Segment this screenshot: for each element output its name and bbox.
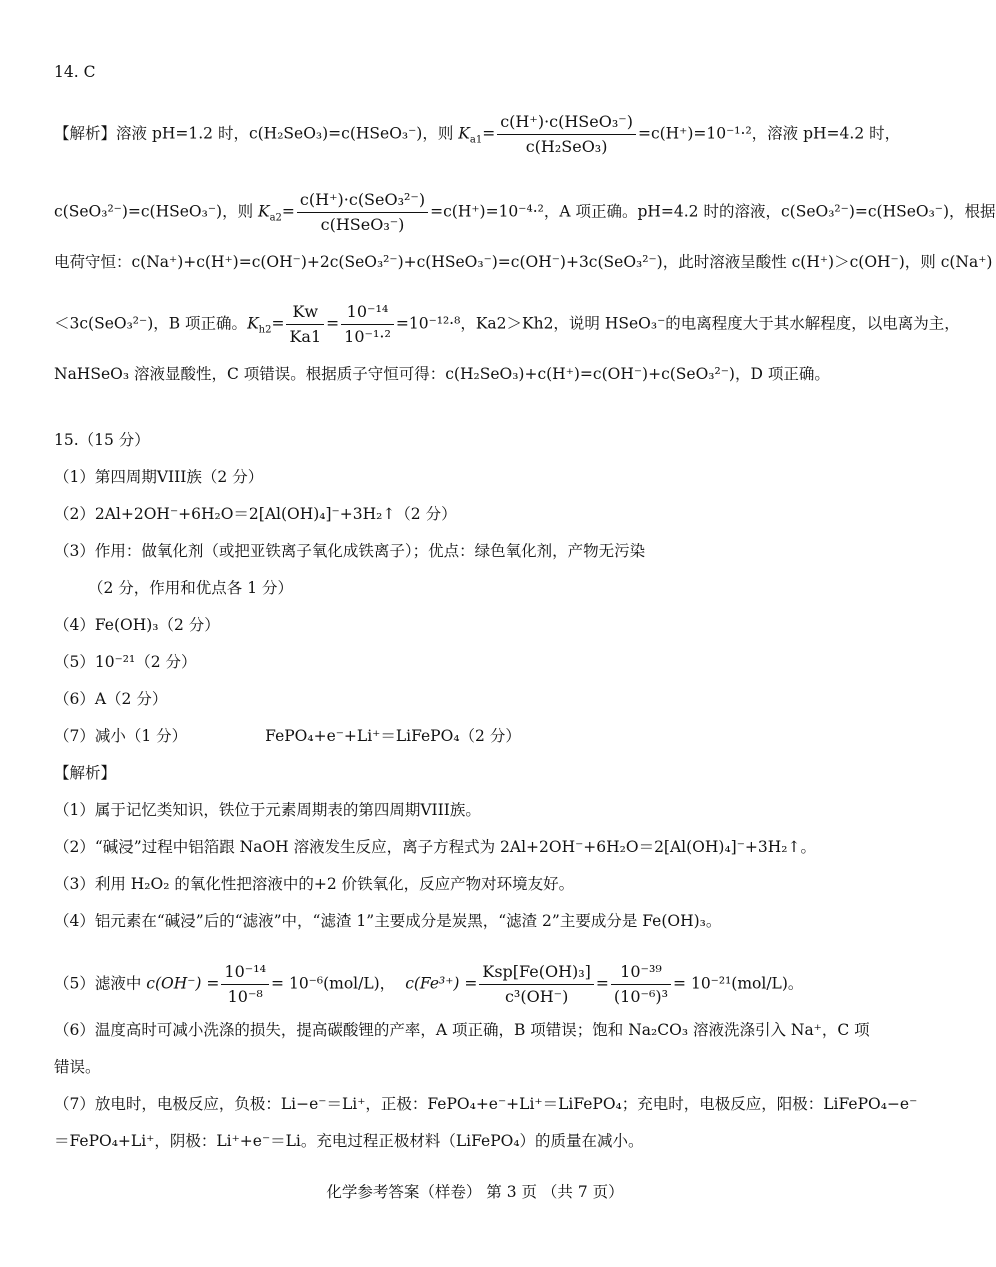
fe-fraction: $\frac{\text{10⁻³⁹}}{\text{(10⁻⁶)³}}$: [611, 962, 671, 1007]
q15-answer-4: （4）Fe(OH)₃（2 分）: [54, 616, 220, 634]
q15-analysis-tag: 【解析】: [54, 764, 117, 782]
analysis-tag: 【解析】: [54, 124, 117, 143]
q15-explain-6a: （6）温度高时可减小洗涤的损失，提高碳酸锂的产率，A 项正确，B 项错误；饱和 Na₂CO₃ 溶液洗涤引入 Na⁺，C 项: [54, 1021, 870, 1039]
q15-explain-4: （4）铝元素在“碱浸”后的“滤液”中，“滤渣 1”主要成分是炭黑，“滤渣 2”主要成分是 Fe(OH)₃。: [54, 912, 722, 930]
oh-fraction: $\frac{\text{10⁻¹⁴}}{\text{10⁻⁸}}$: [221, 962, 269, 1007]
kh2-fraction-2: $\frac{\text{10⁻¹⁴}}{\text{10⁻¹·²}}$: [341, 302, 394, 347]
page-footer: 化学参考答案（样卷） 第 3 页 （共 7 页）: [326, 1183, 624, 1201]
kh2-fraction-1: $\frac{Kw}{Ka1}$: [286, 302, 324, 347]
q15-explain-6b: 错误。: [54, 1058, 101, 1076]
ksp-fraction: $\frac{\text{Ksp[Fe(OH)₃]}}{\text{c³(OH⁻)}}$: [479, 962, 594, 1007]
q15-explain-3: （3）利用 H₂O₂ 的氧化性把溶液中的+2 价铁氧化，反应产物对环境友好。: [54, 875, 575, 893]
q15-answer-1: （1）第四周期VIII族（2 分）: [54, 468, 264, 486]
q15-explain-2: （2）“碱浸”过程中铝箔跟 NaOH 溶液发生反应，离子方程式为 2Al+2OH⁻+6H₂O＝2[Al(OH)₄]⁻+3H₂↑。: [54, 838, 816, 856]
q15-answer-5: （5）10⁻²¹（2 分）: [54, 653, 197, 671]
q14-line-5: NaHSeO₃ 溶液显酸性，C 项错误。根据质子守恒可得：c(H₂SeO₃)+c(H⁺)=c(OH⁻)+c(SeO₃²⁻)，D 项正确。: [54, 365, 830, 383]
q15-explain-5: （5）滤液中 c(OH⁻) = $\frac{\text{10⁻¹⁴}}{\text{10⁻⁸}}$ = 10⁻⁶(mol/L)， c(Fe³⁺) = $\frac{\text{Ksp[Fe(OH)₃]}}{\text{c³(OH⁻)}}$ = $\frac{\text{10⁻³⁹}}{\text{(10⁻⁶)³}}$ = 10⁻²¹(mol/L)。: [54, 962, 804, 1006]
q15-explain-1: （1）属于记忆类知识，铁位于元素周期表的第四周期VIII族。: [54, 801, 481, 819]
q14-line-2: c(SeO₃²⁻)=c(HSeO₃⁻)，则 $K_{a2}=$ $\frac{\text{c(H⁺)·c(SeO₃²⁻)}}{\text{c(HSeO₃⁻)}}$ =c(H⁺)=10⁻⁴·²，A 项正确。pH=4.2 时的溶液，c(SeO₃²⁻)=c(HSeO₃⁻)，根据: [54, 190, 996, 234]
q14-answer: 14. C: [54, 63, 96, 81]
q15-answer-3-score: （2 分，作用和优点各 1 分）: [88, 579, 294, 597]
ka1-fraction: $\frac{\text{c(H⁺)·c(HSeO₃⁻)}}{\text{c(H₂SeO₃)}}$: [497, 112, 636, 157]
q14-line-3: 电荷守恒：c(Na⁺)+c(H⁺)=c(OH⁻)+2c(SeO₃²⁻)+c(HSeO₃⁻)=c(OH⁻)+3c(SeO₃²⁻)，此时溶液呈酸性 c(H⁺)＞c(OH⁻)，则 c(Na⁺): [54, 253, 993, 271]
q14-line-4: ＜3c(SeO₃²⁻)，B 项正确。$K_{h2}=$ $\frac{Kw}{Ka1}$ = $\frac{\text{10⁻¹⁴}}{\text{10⁻¹·²}}$ =10⁻¹²·⁸，Ka2＞Kh2，说明 HSeO₃⁻的电离程度大于其水解程度，以电离为主，: [54, 302, 960, 346]
q15-answer-2: （2）2Al+2OH⁻+6H₂O＝2[Al(OH)₄]⁻+3H₂↑（2 分）: [54, 505, 457, 523]
q15-answer-3: （3）作用：做氧化剂（或把亚铁离子氧化成铁离子）；优点：绿色氧化剂，产物无污染: [54, 542, 646, 560]
q15-heading: 15.（15 分）: [54, 431, 150, 449]
q15-explain-7a: （7）放电时，电极反应，负极：Li−e⁻＝Li⁺，正极：FePO₄+e⁻+Li⁺＝LiFePO₄；充电时，电极反应，阳极：LiFePO₄−e⁻: [54, 1095, 918, 1113]
q15-answer-6: （6）A（2 分）: [54, 690, 168, 708]
q15-answer-7: （7）减小（1 分） FePO₄+e⁻+Li⁺＝LiFePO₄（2 分）: [54, 727, 521, 745]
ka2-fraction: $\frac{\text{c(H⁺)·c(SeO₃²⁻)}}{\text{c(HSeO₃⁻)}}$: [297, 190, 428, 235]
q15-explain-7b: ＝FePO₄+Li⁺，阴极：Li⁺+e⁻＝Li。充电过程正极材料（LiFePO₄）的质量在减小。: [54, 1132, 644, 1150]
q14-line-1: 【解析】溶液 pH=1.2 时，c(H₂SeO₃)=c(HSeO₃⁻)，则 $K_{a1}=$ $\frac{\text{c(H⁺)·c(HSeO₃⁻)}}{\text{c(H₂SeO₃)}}$ =c(H⁺)=10⁻¹·²，溶液 pH=4.2 时，: [54, 112, 901, 156]
